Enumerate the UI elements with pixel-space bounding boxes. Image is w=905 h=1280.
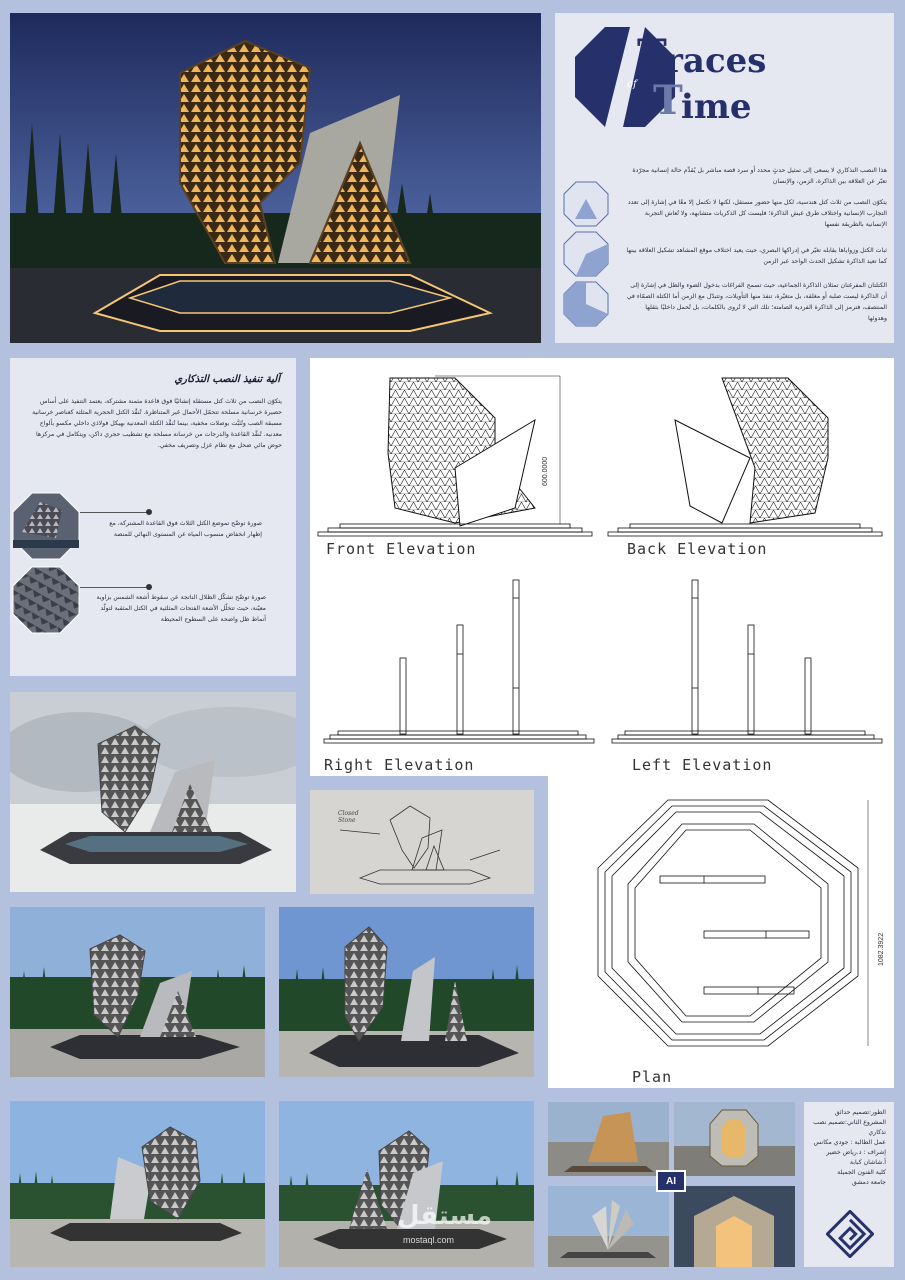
render-day-1 [10,907,265,1077]
ai-render-1 [548,1102,669,1176]
title-letter-t1: T [637,31,667,78]
height-dimension: 600.0000 [542,456,549,486]
ai-render-2 [674,1102,795,1176]
ai-render-4 [674,1186,795,1267]
mechanism-heading: آلية تنفيذ النصب التذكاري [174,374,280,385]
left-elevation-drawing [612,580,882,743]
right-elevation-drawing [324,580,594,743]
credit-university: جامعة دمشق [851,1179,886,1186]
ai-badge: AI [656,1170,686,1192]
watermark-logo: مستقل [397,1201,493,1231]
label-front-elevation: Front Elevation [326,540,477,558]
back-elevation-drawing [608,378,882,536]
render-day-2 [279,907,534,1077]
hand-sketch [310,790,534,894]
front-elevation-drawing [318,376,592,536]
caption-2-dot [146,584,152,590]
credit-student: عمل الطالبة : جودي مكانس [813,1139,886,1146]
render-day-4 [279,1101,534,1267]
credit-supervisor-2: أ.شاشان كبابة [849,1159,886,1166]
caption-1-dot [146,509,152,515]
ai-render-3 [548,1186,669,1267]
credit-faculty: كلية الفنون الجميلة [837,1169,886,1176]
title-word-races: races [665,41,767,81]
caption-1: صورة توضّح تموضع الكتل الثلاث فوق القاعدة المشتركة، مع إظهار انخفاض منسوب المياه عن المستوى النهائي للمنصة [109,520,262,538]
credit-project: المشروع الثاني:تصميم نصب تذكاري [813,1119,886,1136]
university-seal-icon [826,1210,874,1258]
sketch-note: Closed Stone [338,810,359,824]
thumb-octagon-2 [12,566,80,634]
credit-supervisor-1: إشراف : د.رياض خضير [826,1149,886,1156]
hero-render-night [10,13,541,343]
credits-panel [804,1102,894,1267]
intro-panel [555,13,894,343]
octagon-diagram-3-icon [563,281,609,327]
plan-drawing [598,800,868,1046]
thumb-octagon-1 [12,492,80,560]
octagon-diagram-1-icon [563,181,609,227]
intro-paragraph-4: الكتلتان المفرغتان تمثلان الذاكرة الجماعية، حيث تسمح الفراغات بدخول الضوء والظل في إشارة إلى أن الذاكرة ليست صلبة أو مغلقة، بل متغيّرة، تنفذ منها التأويلات، وتتبدّل مع الزمن أما الكتلة الصمّاء في المنتصف، فترمز إلى الذاكرة الفردية الصامتة؛ تلك التي لا تُروى بالكلمات، بل تُحمل داخليًا بثقلها وهدوئها [626,282,887,322]
watermark-url: mostaql.com [403,1235,455,1245]
label-plan: Plan [632,1068,673,1086]
plan-dimension: 1082.3922 [878,932,885,966]
intro-paragraph-3: ثبات الكتل وزواياها يقابله تغيّر في إدراكها البصري، حيث يعيد اختلاف موقع المشاهد تشكيل العلاقة بينها كما تعيد الذاكرة تشكيل الحدث الواحد عبر الزمن [626,247,887,265]
mechanism-body: يتكوّن النصب من ثلاث كتل مستقلة إنشائيًا فوق قاعدة مثمنة مشتركة، يعتمد التنفيذ على أساس حصيرة خرسانية مسلحة تتحمّل الأحمال غير المتناظرة. تُنفَّذ الكتل الحجرية المثلثة كعناصر خرسانية مسبقة الصب وتُثبَّت بوصلات مخفية، بينما تُنفَّذ الكتلة المعدنية بهيكل فولاذي داخلي مكسو بألواح معدنية. تُنفَّذ القاعدة والدرجات من خرسانة مسلحة مع تشطيب حجري داكن، ويتكامل في مركزها حوض مائي ضحل مع نظام عزل وتصريف مخفي. [32,398,282,449]
elevations-panel [310,358,894,776]
caption-2-leader [80,587,150,588]
mechanism-panel [10,358,296,676]
render-day-3 [10,1101,265,1267]
caption-1-leader [80,512,150,513]
caption-2: صورة توضّح تشكّل الظلال الناتجة عن سقوط أشعة الشمس بزاوية معيّنة، حيث تتخلّل الأشعة الفتحات المثلثية في الكتل المثقبة لتولّد أنماط ظل واضحة على السطوح المحيطة [96,594,266,623]
render-cloudy [10,692,296,892]
label-left-elevation: Left Elevation [632,756,773,774]
title-word-ime: ime [681,87,752,127]
credit-phase: الطور:تصميم حدائق [834,1109,886,1116]
octagon-diagram-2-icon [563,231,609,277]
plan-panel [548,776,894,1088]
label-right-elevation: Right Elevation [324,756,475,774]
intro-paragraph-2: يتكوّن النصب من ثلاث كتل هندسية، لكل منها حضور مستقل، لكنها لا تكتمل إلا معًا في إشارة إلى تعدد التجارب الإنسانية واختلاف طرق عيش الذاكرة؛ فليست كل الذكريات متشابهة، ولا تُعاش التجربة الإنسانية بالطريقة نفسها [627,199,887,228]
label-back-elevation: Back Elevation [627,540,768,558]
title-letter-t2: T [653,77,683,124]
title-connector: of [627,79,637,90]
intro-paragraph-1: هذا النصب التذكاري لا يسعى إلى تمثيل حدثٍ محدد أو سرد قصة مباشر بل يُقدِّم حالة إنسانية مجرّدة تعبّر عن العلاقة بين الذاكرة، الزمن، والإنسان [632,167,887,185]
